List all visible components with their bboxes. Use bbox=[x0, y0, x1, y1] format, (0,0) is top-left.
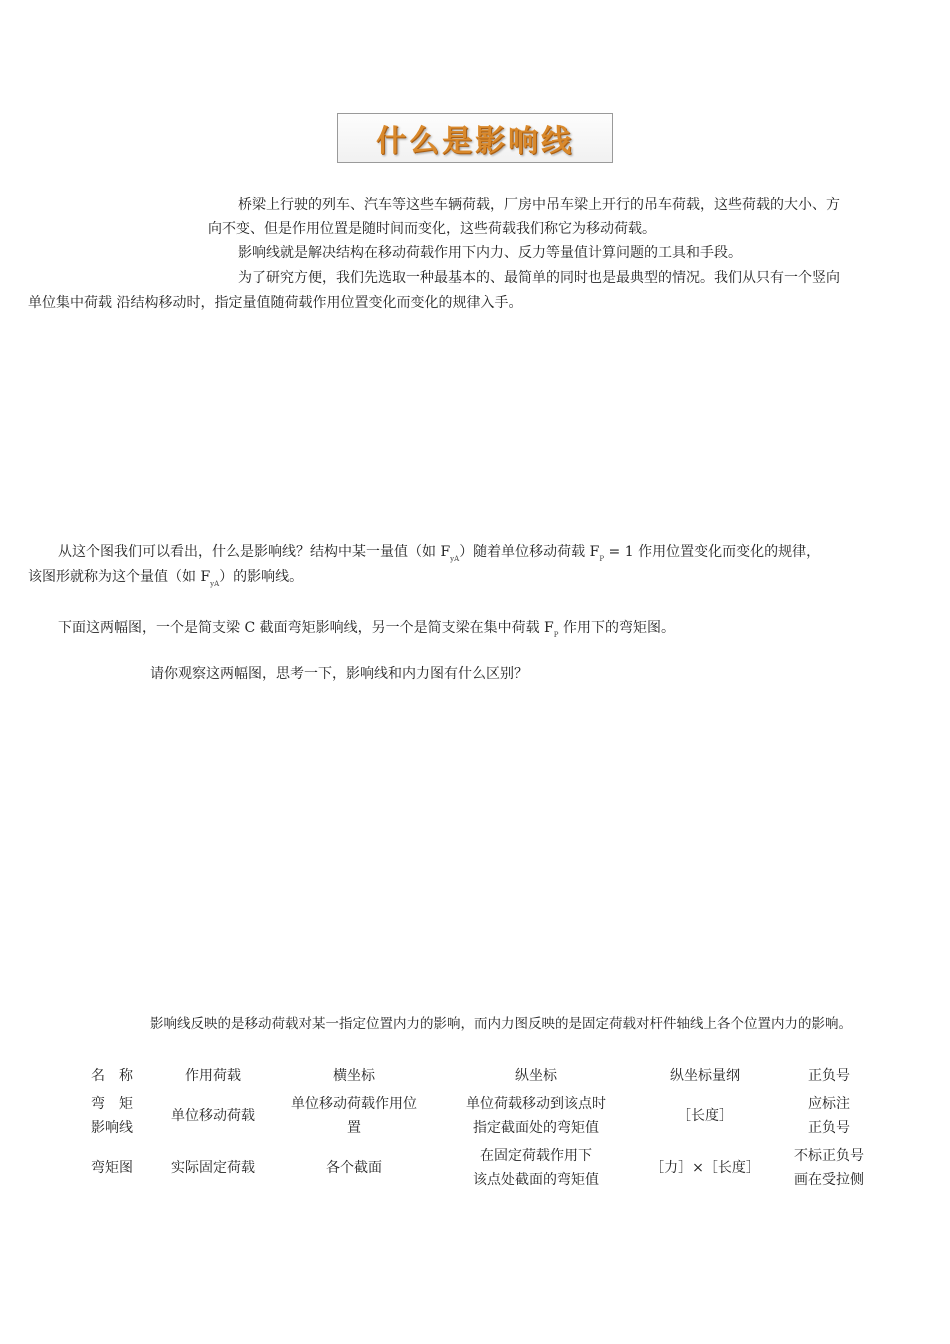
paragraph-4-text-b: ）随着单位移动荷载 F bbox=[459, 544, 600, 560]
subscript-P: P bbox=[553, 631, 559, 639]
paragraph-5-text-b: 作用下的弯矩图。 bbox=[558, 620, 675, 636]
cell-line: 单位移动荷载作用位 bbox=[291, 1096, 417, 1112]
cell-line: 应标注 bbox=[808, 1096, 850, 1112]
page-title: 什么是影响线 bbox=[376, 124, 574, 159]
subscript-yA: yA bbox=[450, 555, 460, 563]
table-header: 正负号 bbox=[808, 1068, 850, 1084]
table-cell: 单位移动荷载 bbox=[171, 1108, 255, 1124]
cell-line: 影响线 bbox=[91, 1120, 133, 1136]
table-header: 纵坐标量纲 bbox=[670, 1068, 740, 1084]
title-banner bbox=[337, 113, 613, 163]
cell-line: 不标正负号 bbox=[794, 1148, 864, 1164]
cell-line: 正负号 bbox=[808, 1120, 850, 1136]
cell-line: 该点处截面的弯矩值 bbox=[473, 1172, 599, 1188]
paragraph-4-line-2 bbox=[28, 568, 303, 588]
cell-line: 指定截面处的弯矩值 bbox=[473, 1120, 599, 1136]
paragraph-4-text-e: ）的影响线。 bbox=[219, 569, 304, 585]
table-header: 纵坐标 bbox=[515, 1068, 557, 1084]
subscript-P: P bbox=[599, 555, 605, 563]
paragraph-4-text-a: 从这个图我们可以看出，什么是影响线？结构中某一量值（如 F bbox=[58, 544, 451, 560]
paragraph-5-text-a: 下面这两幅图，一个是简支梁 C 截面弯矩影响线，另一个是简支梁在集中荷载 F bbox=[58, 620, 554, 636]
table-cell bbox=[434, 1090, 638, 1142]
table-cell: 各个截面 bbox=[326, 1160, 382, 1176]
table-cell bbox=[274, 1090, 434, 1142]
table-row bbox=[72, 1142, 886, 1194]
paragraph-3-line-2: 单位集中荷载 沿结构移动时，指定量值随荷载作用位置变化而变化的规律入手。 bbox=[28, 295, 523, 311]
table-cell bbox=[772, 1090, 886, 1142]
paragraph-4-text-c: = 1 作用位置变化而变化的规律， bbox=[604, 544, 821, 560]
cell-line: 单位荷载移动到该点时 bbox=[466, 1096, 606, 1112]
cell-line: 在固定荷载作用下 bbox=[480, 1148, 592, 1164]
table-cell bbox=[772, 1142, 886, 1194]
paragraph-3-line-1: 为了研究方便，我们先选取一种最基本的、最简单的同时也是最典型的情况。我们从只有一个竖向 bbox=[238, 270, 840, 286]
table-header: 名 称 bbox=[91, 1068, 133, 1084]
paragraph-5 bbox=[58, 619, 675, 639]
table-cell: 弯矩图 bbox=[91, 1160, 133, 1176]
cell-line: 置 bbox=[347, 1120, 361, 1136]
table-header: 横坐标 bbox=[333, 1068, 375, 1084]
table-header: 作用荷载 bbox=[185, 1068, 241, 1084]
table-cell bbox=[434, 1142, 638, 1194]
paragraph-2: 影响线就是解决结构在移动荷载作用下内力、反力等量值计算问题的工具和手段。 bbox=[238, 245, 742, 261]
subscript-yA: yA bbox=[210, 580, 220, 588]
paragraph-4-line-1 bbox=[58, 543, 820, 563]
table-cell bbox=[72, 1090, 152, 1142]
paragraph-1-line-2: 向不变、但是作用位置是随时间而变化，这些荷载我们称它为移动荷载。 bbox=[208, 221, 656, 237]
table-cell: ［力］×［长度］ bbox=[650, 1160, 760, 1176]
table-header-row bbox=[72, 1062, 886, 1090]
table-row bbox=[72, 1090, 886, 1142]
paragraph-7: 影响线反映的是移动荷载对某一指定位置内力的影响，而内力图反映的是固定荷载对杆件轴线上各个位置内力的影响。 bbox=[150, 1016, 852, 1032]
cell-line: 画在受拉侧 bbox=[794, 1172, 864, 1188]
table-cell: 实际固定荷载 bbox=[171, 1160, 255, 1176]
cell-line: 弯 矩 bbox=[91, 1096, 133, 1112]
table-cell: ［长度］ bbox=[677, 1108, 733, 1124]
paragraph-4-text-d: 该图形就称为这个量值（如 F bbox=[28, 569, 211, 585]
paragraph-1-line-1: 桥梁上行驶的列车、汽车等这些车辆荷载，厂房中吊车梁上开行的吊车荷载，这些荷载的大小、方 bbox=[238, 197, 840, 213]
paragraph-6: 请你观察这两幅图，思考一下，影响线和内力图有什么区别？ bbox=[150, 666, 528, 682]
comparison-table bbox=[72, 1062, 886, 1194]
